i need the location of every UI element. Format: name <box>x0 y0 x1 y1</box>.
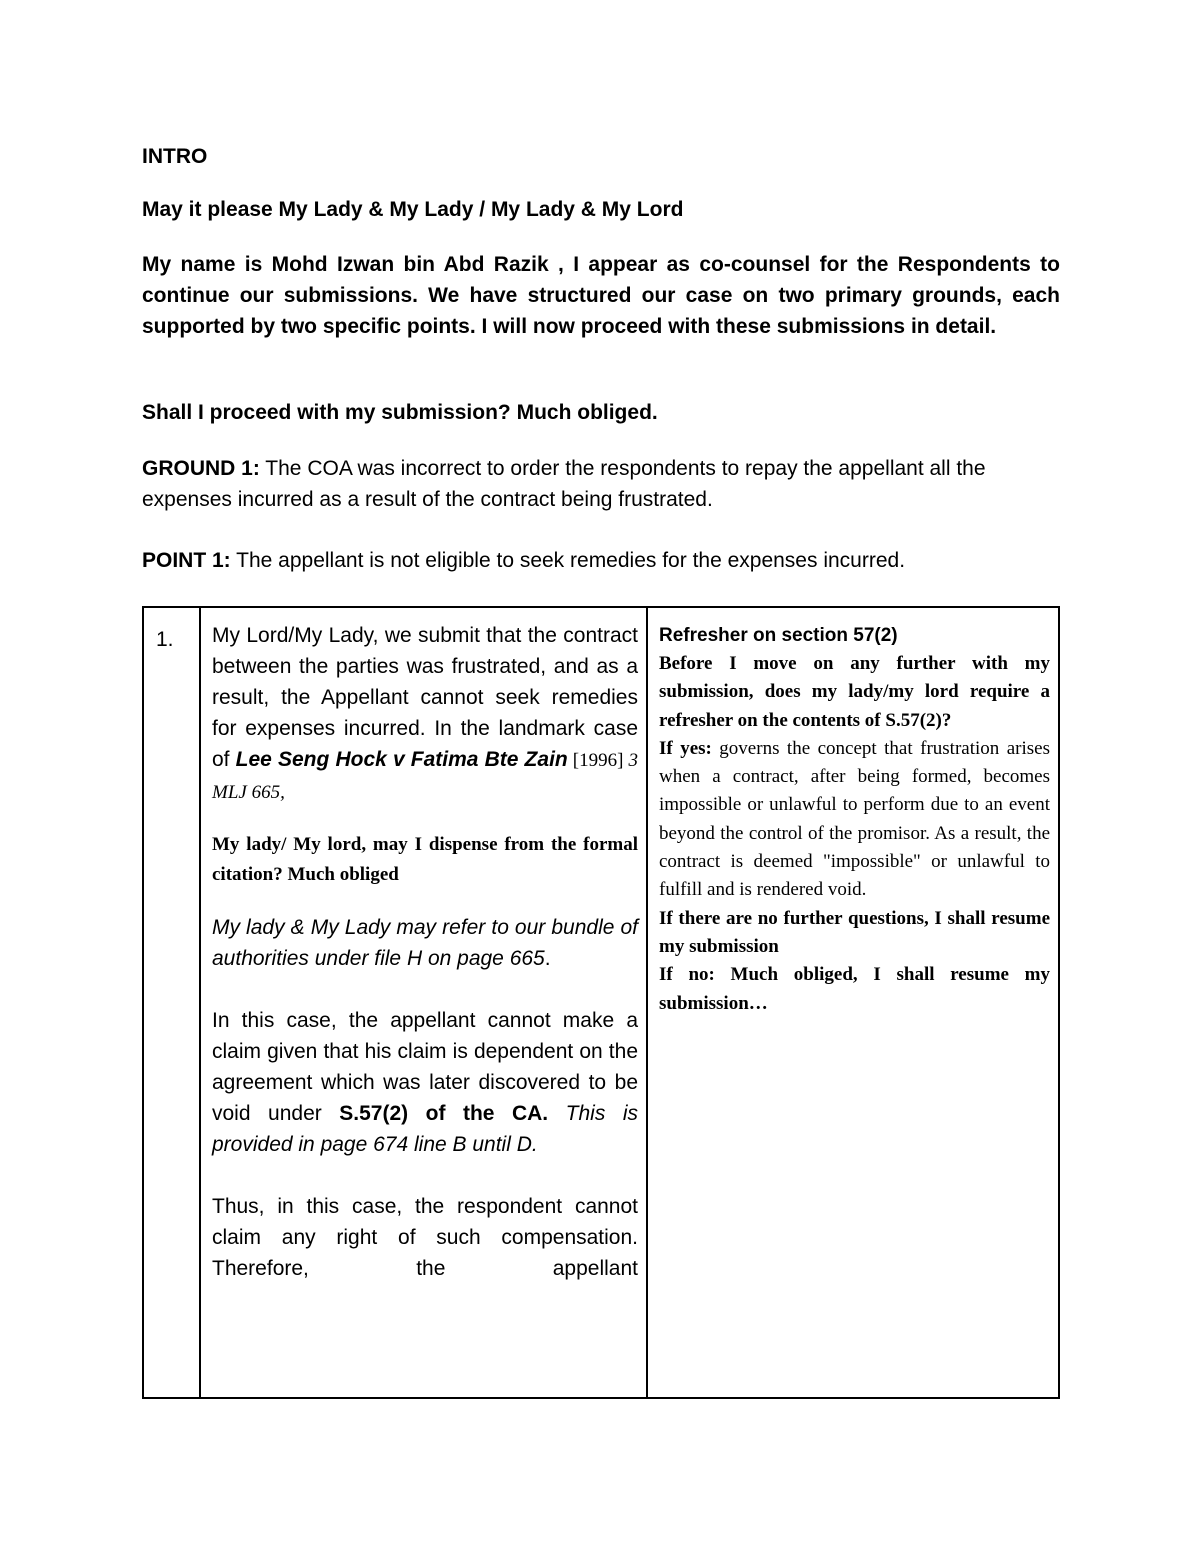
section-reference: S.57(2) of the CA. <box>339 1102 549 1125</box>
ground-1-label: GROUND 1: <box>142 457 260 480</box>
citation-report: 3 MLJ 665, <box>212 750 638 803</box>
case-name: Lee Seng Hock v Fatima Bte Zain <box>235 748 568 771</box>
point-1 <box>142 545 1060 576</box>
yes-label: If yes: <box>659 737 712 759</box>
point-1-label: POINT 1: <box>142 549 231 572</box>
citation-year: [1996] <box>567 750 629 771</box>
page-reference: This is provided in page 674 line B until D. <box>212 1102 639 1156</box>
submission-paragraph-4 <box>212 1005 638 1160</box>
point-1-text: The appellant is not eligible to seek remedies for the expenses incurred. <box>230 549 906 572</box>
counsel-introduction: My name is Mohd Izwan bin Abd Razik , I appear as co-counsel for the Respondents to continue our submissions. We have structured our case on two primary grounds, each supported by two specific points. I will now proceed with these submissions in detail. <box>142 253 1060 338</box>
submission-table <box>142 606 1060 1399</box>
dispense-citation: My lady/ My lord, may I dispense from the formal citation? Much obliged <box>212 834 638 885</box>
court-address: May it please My Lady & My Lady / My Lady & My Lord <box>142 198 684 221</box>
ground-1-text: The COA was incorrect to order the respondents to repay the appellant all the expenses incurred as a result of the contract being frustrated. <box>142 457 986 511</box>
submission-paragraph-5: Thus, in this case, the respondent cannot claim any right of such compensation. Therefore, the appellant <box>212 1195 638 1280</box>
submission-text: In this case, the appellant cannot make a claim given that his claim is dependent on the agreement which was later discovered to be void under <box>212 1009 638 1125</box>
refresher-yes <box>659 735 1050 905</box>
yes-text: governs the concept that frustration arises when a contract, after being formed, becomes impossible or unlawful to perform due to an event beyond the control of the promisor. As a result, the contract is deemed "impossible" or unlawful to fulfill and is rendered void. <box>659 737 1050 901</box>
refresher-heading: Refresher on section 57(2) <box>659 625 898 646</box>
bundle-reference <box>212 912 638 974</box>
bundle-reference-end: . <box>544 947 551 970</box>
refresher-no <box>659 961 1050 1018</box>
ground-1 <box>142 453 1060 515</box>
column-divider <box>199 608 201 1397</box>
no-label: If no: <box>659 964 715 986</box>
submission-text: My Lord/My Lady, we submit that the contract between the parties was frustrated, and as a result, the Appellant cannot seek remedies for expenses incurred. In the landmark case of <box>212 624 638 771</box>
submission-cell <box>203 608 648 1397</box>
proceed-request: Shall I proceed with my submission? Much obliged. <box>142 401 658 424</box>
refresher-cell <box>650 608 1060 1397</box>
refresher-question: Before I move on any further with my submission, does my lady/my lord require a refresher on the contents of S.57(2)? <box>659 653 1050 731</box>
bundle-reference-text: My lady & My Lady may refer to our bundle of authorities under file H on page 665 <box>212 916 638 970</box>
submission-paragraph-1 <box>212 620 638 808</box>
no-text: Much obliged, I shall resume my submission… <box>659 964 1051 1014</box>
refresher-no-questions: If there are no further questions, I shall resume my submission <box>659 907 1050 957</box>
intro-heading: INTRO <box>142 145 208 168</box>
row-number: 1. <box>156 628 174 651</box>
